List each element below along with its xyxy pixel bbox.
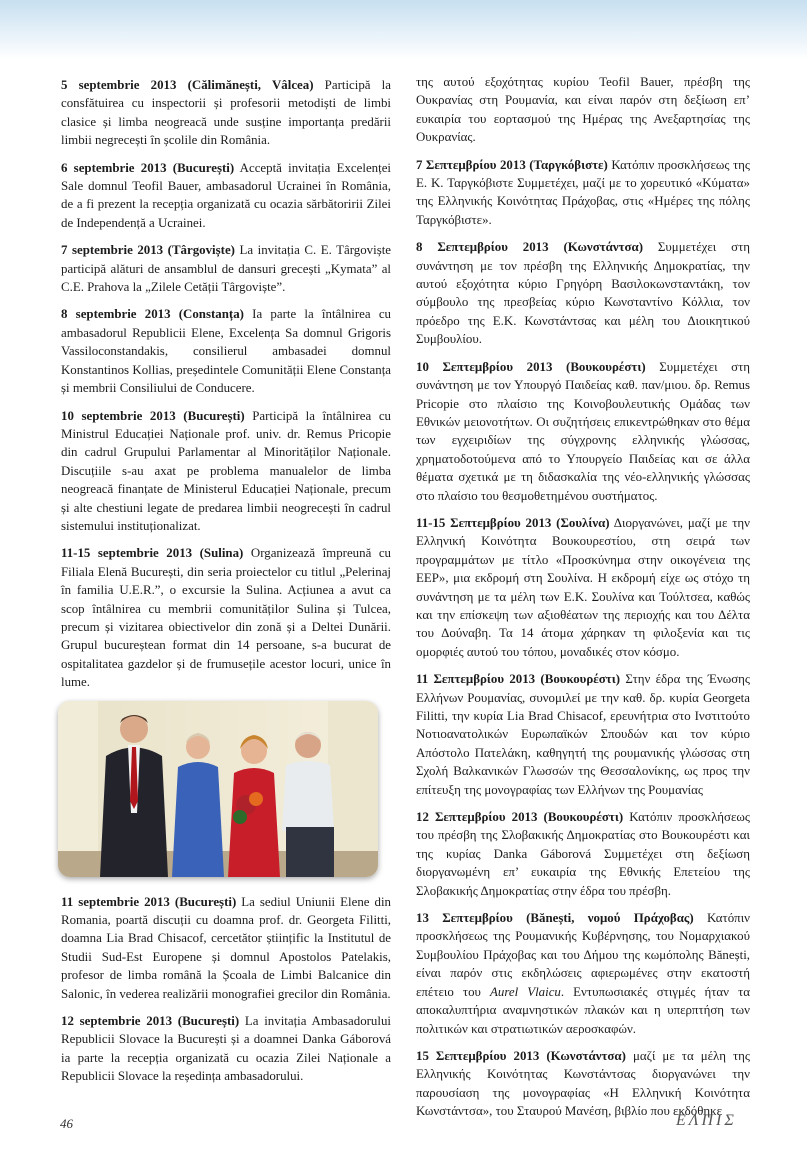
entry-gr-8: 15 Σεπτεμβρίου 2013 (Κωνστάντσα) μαζί με τα μέλη της Ελληνικής Κοινότητας Κωνστάντσας διοργανώνει την παρουσίαση της μονογραφίας «Η Ελληνική Κοινότητα Κωνστάντσα», του Σταυρού Μανέση, βιβλίο που εκδόθηκε [416,1048,750,1119]
entry-gr-7: 13 Σεπτεμβρίου (Bănești, νομού Πράχοβας) Κατόπιν προσκλήσεως της Ρουμανικής Κυβέρνησης, του Νομαρχιακού Συμβουλίου Πράχοβας και του Δήμου της κωμόπολης Bănești, είναι παρόν στις εκδηλώσεις αφιερωμένες στην εκατοστή επέτειο του Aurel Vlaicu. Εντυπωσιακές στιγμές ήταν τα αποκαλυπτήρια αναμνηστικών πλακών και η υπερπτήση των πολιτικών και στρατιωτικών αεροσκαφών. [416,911,750,1036]
entry-gr-2: 8 Σεπτεμβρίου 2013 (Κωνστάντσα) Συμμετέχει στη συνάντηση με τον πρέσβη της Ελληνικής Δημοκρατίας, την αυτού εξοχότητα κύριο Γρηγόρη Βασιλοκωνσταντάκη, τον σύμβουλο της πρεσβείας κύριο Κωνσταντίνο Κόλλια, τον πρόεδρο της Ε.Κ. Κωνστάντσας και μέλη του Διοικητικού Συμβουλίου. [416,240,750,347]
entry-gr-6: 12 Σεπτεμβρίου 2013 (Βουκουρέστι) Κατόπιν προσκλήσεως του πρέσβη της Σλοβακικής Δημοκρατίας στο Βουκουρέστι και της κυρίας Danka Gáborová Συμμετέχει στη δεξίωση διοργανωμένη επ’ ευκαιρία της Εθνικής Επετείου της Σλοβακικής Δημοκρατίας στην έδρα του πρέσβη. [416,810,751,898]
right-column [416,73,750,1130]
entry-ro-6: 11-15 septembrie 2013 (Sulina) Organizează împreună cu Filiala Elenă București, din seria proiectelor cu titlul „Pelerinaj în familia U.E.R.”, o excursie la Sulina. Acțiunea a avut ca scop întâlnirea cu membrii comunităților Sulina și Tulcea, precum și vizitarea obiectivelor din zonă și a Deltei Dunării. Grupul bucureștean format din 14 persoane, s-a bucurat de ospitalitatea gazdelor și de frumusețile acestor locuri, unice în lume. [61,546,391,690]
entry-ro-8: 12 septembrie 2013 (București) La invitația Ambasadorului Republicii Slovace la București și a doamnei Danka Gáborová ia parte la recepția organizată cu ocazia Zilei Naționale a Republicii Slovace la reședința ambasadorului. [61,1014,391,1084]
entry-ro-3: 7 septembrie 2013 (Târgoviște) La invitația C. E. Târgoviște participă alături de ansamblul de dansuri grecești „Kymata” al C.E. Prahova la „Zilele Cetății Târgoviște”. [61,243,392,295]
group-photo-illustration [58,701,378,877]
entry-gr-1: 7 Σεπτεμβρίου 2013 (Ταργκόβιστε) Κατόπιν προσκλήσεως της Ε. Κ. Ταργκόβιστε Συμμετέχει, μαζί με το χορευτικό «Κύματα» της Ελληνικής Κοινότητας Πράχοβας, στις «Ημέρες της πόλης Ταργκόβιστε». [416,157,750,227]
entry-gr-3: 10 Σεπτεμβρίου 2013 (Βουκουρέστι) Συμμετέχει στη συνάντηση με τον Υπουργό Παιδείας καθ. παν/μιου. δρ. Remus Pricopie στο πλαίσιο της Κοινοβουλευτικής Ομάδας των Εθνικών μειονοτήτων. Οι συζητήσεις επικεντρώθηκαν στο θέμα των εγχειριδίων της σύγχρονης ελληνικής γλώσσας, χρηματοδοτούμενα από το Υπουργείο Παιδείας και σε άλλα θέματα σχετικά με τη διδασκαλία της νέο-ελληνικής γλώσσας στο πλαίσιο του θεσμοθετημένου συστήματος. [416,359,750,503]
entry-ro-7: 11 septembrie 2013 (București) La sediul Uniunii Elene din Romania, poartă discuții cu doamna prof. dr. Georgeta Filitti, doamna Lia Brad Chisacof, cercetător științific la Institutul de Studii Sud-Est Europene și domnul Apostolos Patelakis, profesor de limba română la Școala de Limbi Balcanice din Salonic, în vederea realizării monografiei grecilor din România. [61,894,391,1001]
running-title: ΕΛΠΙΣ [676,1112,737,1129]
entry-ro-1: 5 septembrie 2013 (Călimănești, Vâlcea) Participă la consfătuirea cu inspectorii și profesorii metodiști de limbi clasice și limba neogreacă unde susține importanța predării limbii negrecești în școlile din România. [61,78,391,148]
header-gradient-band [0,0,807,60]
group-photo [58,701,378,877]
entry-ro-4: 8 septembrie 2013 (Constanța) Ia parte la întâlnirea cu ambasadorul Republicii Elene, Excelența Sa domnul Grigoris Vassiloconstandakis, consilierul ambasadei domnul Konstantinos Kollias, președintele Comunității Elene Constanța și membrii Consiliului de Conducere. [61,307,391,396]
entry-gr-continuation: της αυτού εξοχότητας κυρίου Teofil Bauer, πρέσβη της Ουκρανίας στη Ρουμανία, και είναι παρόν στη δεξίωση επ’ ευκαιρία του εορτασμού της Ημέρας της Ανεξαρτησίας της Ουκρανίας. [416,75,750,145]
entry-ro-2: 6 septembrie 2013 (București) Acceptă invitația Excelenței Sale domnul Teofil Bauer, ambasadorul Ucrainei în România, de a fi prezent la recepția organizată cu ocazia sărbătoririi Zilei de Independență a Ucrainei. [61,160,391,230]
left-column [61,76,391,1095]
entry-gr-4: 11-15 Σεπτεμβρίου 2013 (Σουλίνα) Διοργανώνει, μαζί με την Ελληνική Κοινότητα Βουκουρεστίου, στη σειρά των προγραμμάτων με τίτλο «Προσκύνημα στην οικογένεια της ΕΕΡ», μια εκδρομή στη Σουλίνα. Η εκδρομή είχε ως στόχο τη συνάντηση με τα μέλη των Ε.Κ. Σουλίνα και Τούλτσεα, καθώς και την επίσκεψη των αξιοθέατων της περιοχής και του Δέλτα του Δούναβη. Τα 14 άτομα χάρηκαν τη φιλοξενία και τις ομορφιές αυτού του τόπου, μοναδικές στον κόσμο. [416,515,750,659]
page-number: 46 [60,1116,73,1131]
entry-ro-5: 10 septembrie 2013 (București) Participă la întâlnirea cu Ministrul Educației Naționale prof. univ. dr. Remus Pricopie din cadrul Grupului Parlamentar al Minorităților Naționale. Discuțiile s-au axat pe problema manualelor de limba neogreacă finanțate de Ministerul Educației Naționale, precum și alte chestiuni legate de predarea limbii neogrecești în cadrul sistemului instituționalizat. [61,408,391,533]
entry-gr-5: 11 Σεπτεμβρίου 2013 (Βουκουρέστι) Στην έδρα της Ένωσης Ελλήνων Ρουμανίας, συνομιλεί με την καθ. δρ. κυρία Georgeta Filitti, την κυρία Lia Brad Chisacof, ερευνήτρια στο Ινστιτούτο Νοτιοανατολικών Ευρωπαϊκών Σπουδών και τον κύριο Απόστολο Πατελάκη, καθηγητή της ρουμανικής γλώσσας στη Σχολή Βαλκανικών Γλωσσών της Θεσσαλονίκης, ως προς την επίτευξη της μονογραφίας των Ελλήνων της Ρουμανίας [416,672,750,797]
